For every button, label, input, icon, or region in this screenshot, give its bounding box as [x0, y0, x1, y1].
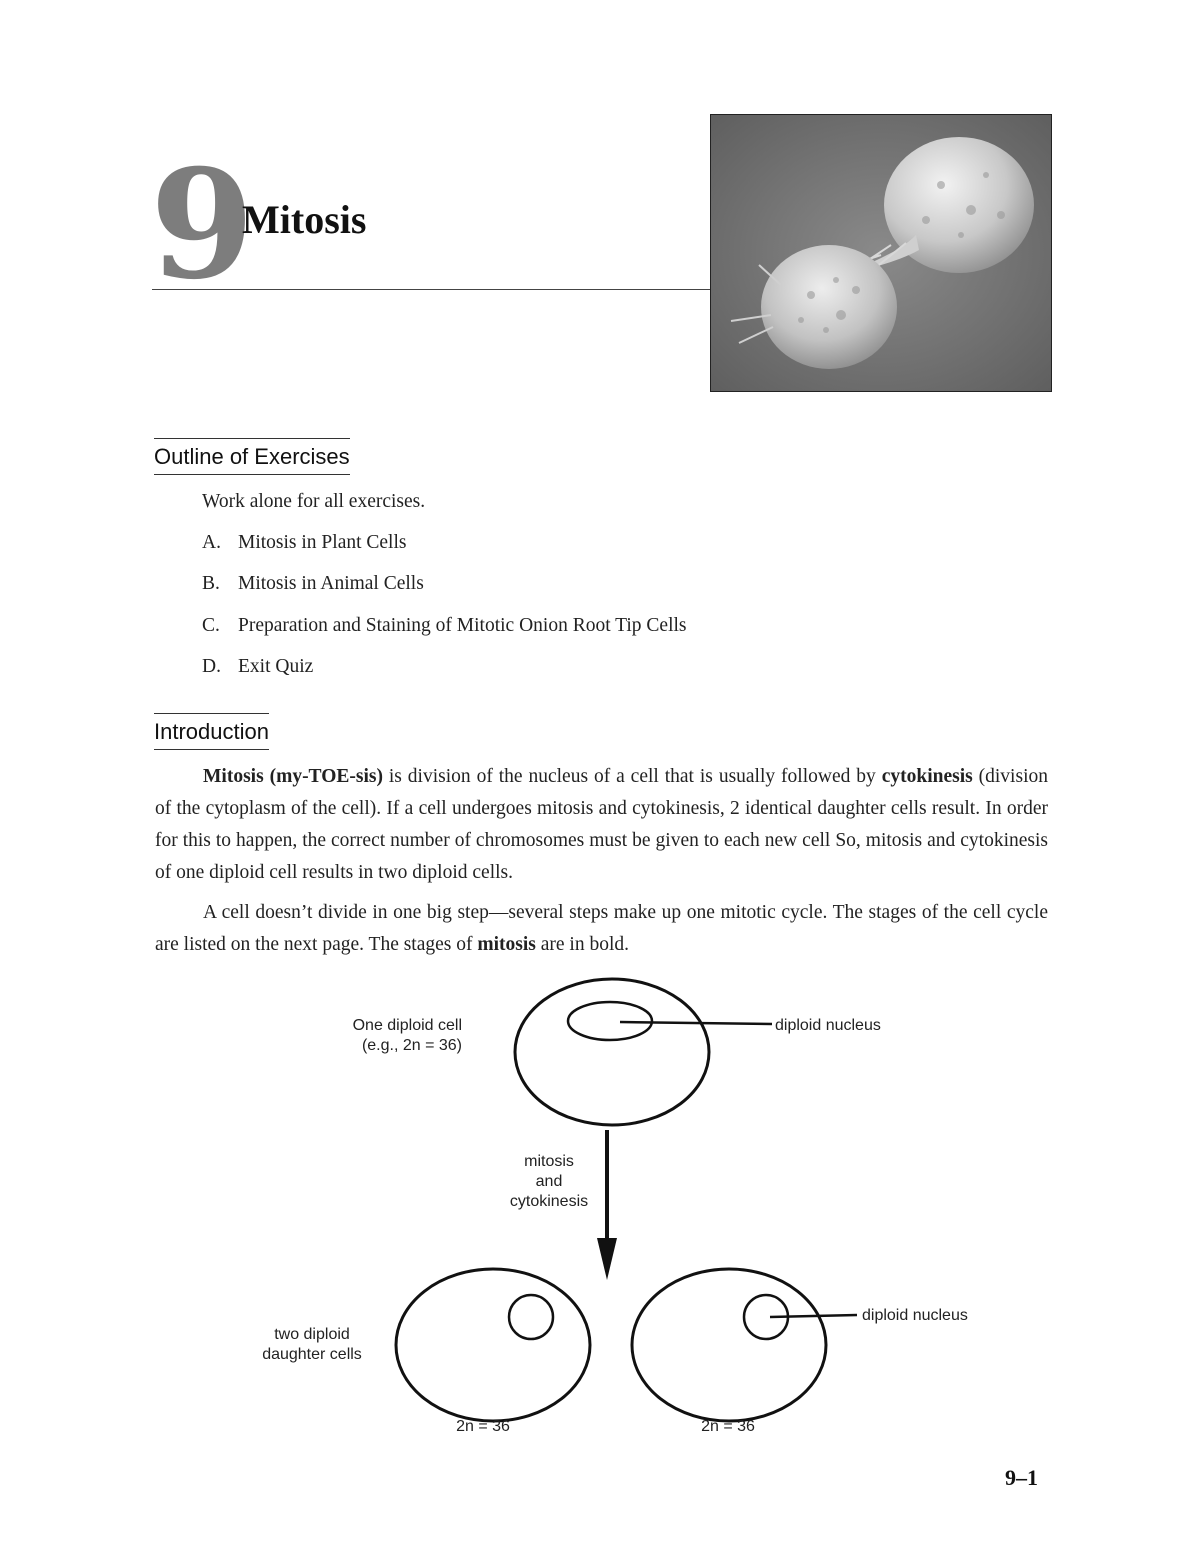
- outline-letter: A.: [202, 532, 221, 553]
- outline-item-a: [202, 532, 406, 554]
- cell-division-photo: [710, 114, 1052, 392]
- term-mitosis: Mitosis (my-TOE-sis): [203, 766, 383, 787]
- intro-paragraph-2: [155, 897, 1048, 961]
- daughter-cell-right: [632, 1269, 826, 1421]
- daughter-cell-left: [396, 1269, 590, 1421]
- outline-item-c: [202, 615, 687, 637]
- arrow-label-mitosis: mitosis: [524, 1153, 574, 1170]
- outline-note: Work alone for all exercises.: [202, 491, 426, 512]
- term-mitosis-bold: mitosis: [477, 934, 536, 955]
- parent-label-line-1: One diploid cell: [352, 1017, 462, 1034]
- mitosis-diagram: [0, 970, 1200, 1450]
- daughter-nucleus-left: [509, 1295, 553, 1339]
- title-rule: [152, 289, 712, 290]
- arrow-label-cytokinesis: cytokinesis: [509, 1193, 589, 1210]
- outline-text: Preparation and Staining of Mitotic Onion Root Tip Cells: [238, 615, 687, 636]
- outline-text: Exit Quiz: [238, 656, 314, 677]
- nucleus-pointer-bottom: [770, 1315, 857, 1317]
- chromosome-count-left: 2n = 36: [456, 1418, 510, 1435]
- para1-text-a: is division of the nucleus of a cell that is usually followed by: [382, 766, 882, 787]
- outline-heading: Outline of Exercises: [154, 438, 350, 475]
- parent-label-line-2: (e.g., 2n = 36): [361, 1037, 462, 1054]
- chromosome-count-right: 2n = 36: [701, 1418, 755, 1435]
- nucleus-label-bottom: diploid nucleus: [862, 1307, 968, 1324]
- outline-letter: D.: [202, 656, 221, 677]
- para1-text-b: (division of the cytoplasm of the cell). If a cell undergoes mitosis and cytokinesis, 2 identical daughter cells result. In order for this to happen, the correct number of chromosomes must be given to each new cell So, mitosis and cytokinesis of one diploid cell results in two diploid cells.: [155, 766, 1048, 883]
- outline-letter: B.: [202, 573, 220, 594]
- para2-text-b: are in bold.: [535, 934, 630, 955]
- division-arrow-head: [597, 1238, 617, 1280]
- outline-letter: C.: [202, 615, 220, 636]
- outline-item-b: [202, 573, 424, 595]
- term-cytokinesis: cytokinesis: [881, 766, 973, 787]
- page-number: 9–1: [1005, 1465, 1038, 1490]
- outline-text: Mitosis in Plant Cells: [238, 532, 407, 553]
- chapter-title: Mitosis: [242, 197, 367, 242]
- parent-nucleus: [568, 1002, 652, 1040]
- nucleus-label-top: diploid nucleus: [775, 1017, 881, 1034]
- introduction-heading: Introduction: [154, 713, 269, 750]
- daughter-label-line-1: two diploid: [274, 1326, 350, 1343]
- outline-text: Mitosis in Animal Cells: [238, 573, 424, 594]
- arrow-label-and: and: [535, 1173, 563, 1190]
- outline-item-d: [202, 656, 313, 678]
- chapter-number: 9: [150, 137, 251, 313]
- nucleus-pointer-top: [620, 1022, 772, 1024]
- daughter-label-line-2: daughter cells: [262, 1346, 362, 1363]
- intro-paragraph-1: [155, 761, 1048, 889]
- para2-text-a: A cell doesn’t divide in one big step—several steps make up one mitotic cycle. The stages of the cell cycle are listed on the next page. The stages of: [155, 902, 1048, 955]
